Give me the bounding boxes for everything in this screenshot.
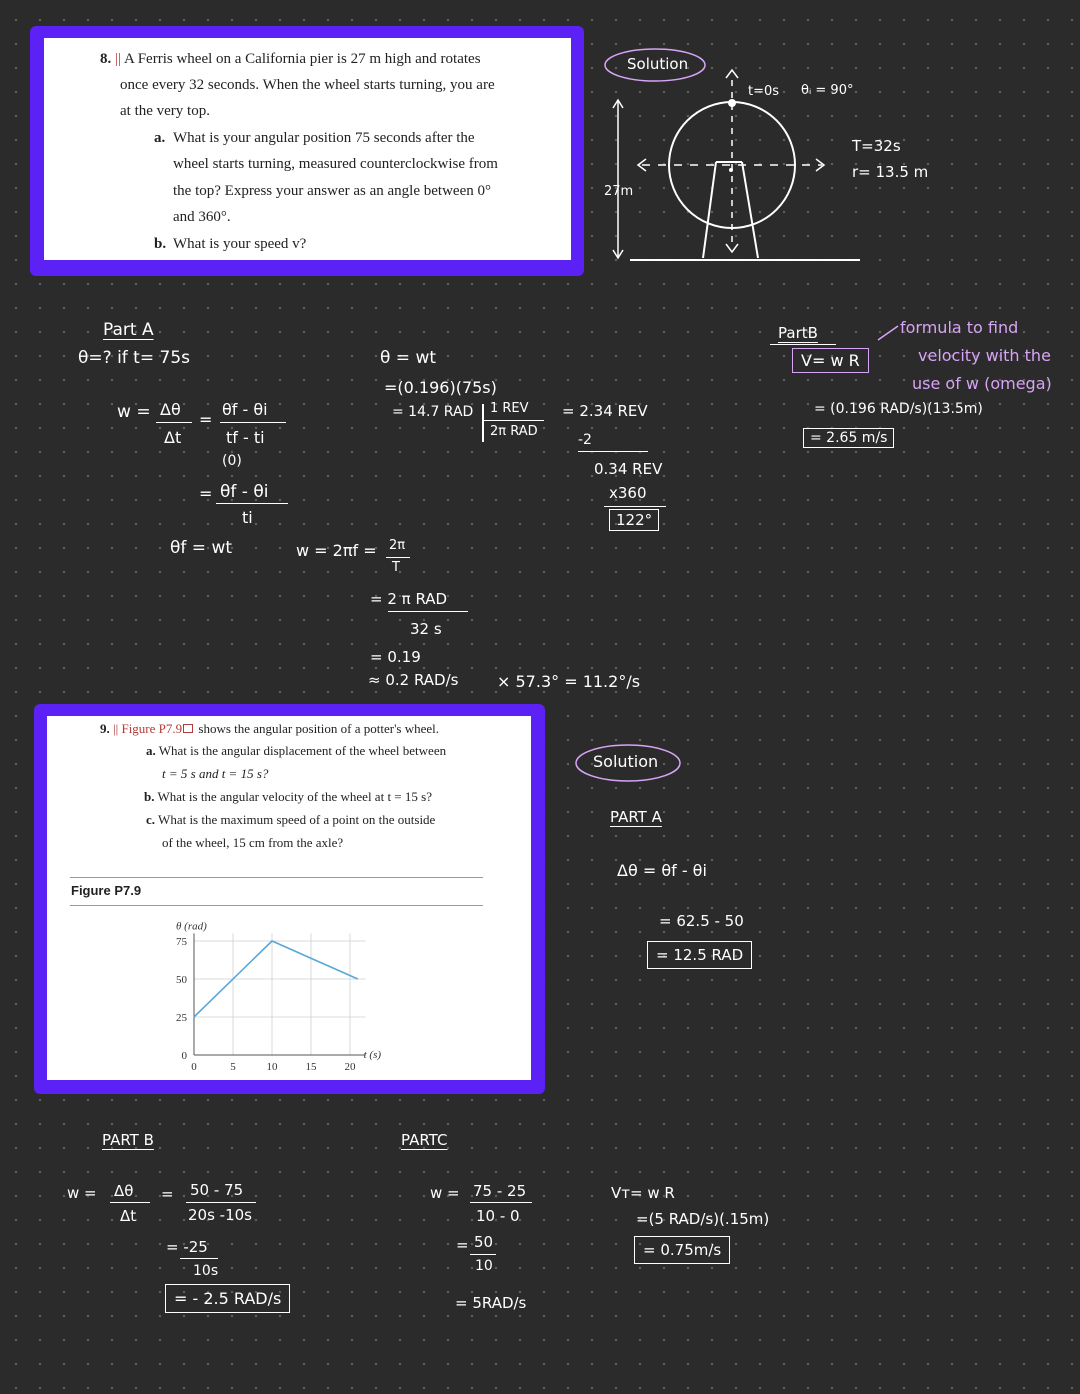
y-tick-label: 75 <box>176 936 187 948</box>
problem8-part-b: What is your speed v? <box>173 236 307 252</box>
substitution-1: =(0.196)(75s) <box>384 378 497 397</box>
problem8-part-a-3: the top? Express your answer as an angle between 0° <box>173 183 491 199</box>
problem9-part-a: a. What is the angular displacement of the wheel between <box>146 743 447 758</box>
figure-label: Figure P7.9 <box>71 883 142 898</box>
part-c-answer-omega: = 5RAD/s <box>455 1294 527 1312</box>
part-a-answer-9: = 12.5 RAD <box>647 941 752 969</box>
problem8-part-a-1: What is your angular position 75 seconds after the <box>173 130 475 146</box>
height-label: 27m <box>604 184 634 199</box>
omega-step-1-den: 32 s <box>410 620 442 638</box>
omega-label-9c: w = <box>430 1184 460 1202</box>
omega-def-den: T <box>392 560 400 575</box>
delta-t-9b: Δt <box>120 1207 137 1225</box>
time-zero-label: t=0s <box>748 84 780 99</box>
equals-sign: = <box>161 1185 174 1203</box>
omega-definition: w = 2πf = <box>296 541 377 560</box>
problem8-part-a-2: wheel starts turning, measured counterclockwise from <box>173 156 498 172</box>
y-tick-label: 50 <box>176 974 187 986</box>
delta-theta: Δθ <box>160 400 181 419</box>
problem9-number: 9. <box>100 721 110 736</box>
part-b-num-1: 50 - 75 <box>190 1181 244 1199</box>
fraction-bar <box>180 1258 218 1259</box>
equals-sign: = <box>199 410 213 429</box>
omega-label-9b: w = <box>67 1184 97 1202</box>
fraction-bar <box>186 1202 256 1203</box>
x-tick-label: 20 <box>344 1061 356 1073</box>
minus-two: -2 <box>578 432 592 448</box>
rev-result-2: 0.34 REV <box>594 460 663 478</box>
problem9-part-c-2: of the wheel, 15 cm from the axle? <box>162 835 344 850</box>
rev-result-1: = 2.34 REV <box>562 402 648 420</box>
part-b-heading-8: PartB <box>778 324 818 342</box>
problem9-part-a-2: t = 5 s and t = 15 s? <box>162 766 269 781</box>
theta-final-eq: θf = wt <box>170 538 233 558</box>
displacement-substitution: = 62.5 - 50 <box>659 912 744 930</box>
theta-diff-num: θf - θi <box>222 400 268 419</box>
figure-link[interactable]: Figure P7.9 <box>121 721 183 736</box>
velocity-substitution: = (0.196 RAD/s)(13.5m) <box>814 401 983 417</box>
formula-note-3: use of w (omega) <box>912 374 1052 393</box>
problem8-stem-1: A Ferris wheel on a California pier is 27 m high and rotates <box>123 51 481 67</box>
problem9-part-b: b. What is the angular velocity of the wheel at t = 15 s? <box>144 789 432 804</box>
problem8-stem-3: at the very top. <box>120 103 210 119</box>
delta-theta-9b: Δθ <box>114 1182 134 1200</box>
theta-diff-num-2: θf - θi <box>220 482 269 502</box>
x-axis-label: t (s) <box>363 1049 382 1061</box>
part-c-den-1: 10 - 0 <box>476 1207 520 1225</box>
solution-label-8: Solution <box>627 55 689 73</box>
part-b-den-2: 10s <box>193 1263 219 1279</box>
omega-step-3: ≈ 0.2 RAD/s <box>368 671 459 689</box>
problem9-part-c: c. What is the maximum speed of a point on the outside <box>146 812 436 827</box>
problem8-part-a-4: and 360°. <box>173 209 231 225</box>
part-b-den-1: 20s -10s <box>188 1206 252 1224</box>
velocity-formula: V= w R <box>792 348 869 373</box>
radius-label: r= 13.5 m <box>852 163 929 181</box>
conversion-num: 1 REV <box>490 401 529 416</box>
degree-conversion: × 57.3° = 11.2°/s <box>497 672 641 691</box>
equals-sign: = <box>456 1236 469 1254</box>
x-tick-label: 10 <box>266 1061 278 1073</box>
fraction-bar <box>110 1202 150 1203</box>
problem8-part-a-label: a. <box>154 130 166 146</box>
part-b-answer-9: = - 2.5 RAD/s <box>165 1284 290 1313</box>
part-b-heading-9: PART B <box>102 1131 154 1149</box>
zero-note: (0) <box>222 453 242 469</box>
times-360: x360 <box>609 484 647 502</box>
fraction-bar <box>470 1254 496 1255</box>
part-a-heading-8: Part A <box>103 320 154 340</box>
substitution-2: = 14.7 RAD <box>392 404 474 420</box>
problem9-stem: 9. || Figure P7.9 shows the angular position of a potter's wheel. <box>100 721 440 736</box>
formula-note-2: velocity with the <box>918 346 1051 365</box>
omega-step-2: = 0.19 <box>370 648 421 666</box>
equals-sign: = <box>199 484 213 503</box>
y-axis-label: θ (rad) <box>176 920 207 933</box>
part-c-num-2: 50 <box>474 1233 494 1251</box>
theta-wt: θ = wt <box>380 348 437 368</box>
x-tick-label: 5 <box>230 1061 236 1073</box>
part-a-question: θ=? if t= 75s <box>78 348 190 368</box>
initial-angle-label: θᵢ = 90° <box>801 83 854 98</box>
conversion-den: 2π RAD <box>490 424 538 439</box>
part-c-answer-9: = 0.75m/s <box>634 1236 730 1264</box>
problem8-difficulty: || <box>115 51 122 67</box>
solution-label-9: Solution <box>593 752 659 771</box>
problem8-stem-2: once every 32 seconds. When the wheel starts turning, you are <box>120 77 495 93</box>
part-b-num-2: = -25 <box>166 1238 208 1256</box>
problem9-difficulty: || <box>113 721 119 736</box>
omega-symbol: w = <box>117 402 151 422</box>
part-b-answer-8: = 2.65 m/s <box>803 428 894 448</box>
omega-step-1: = 2 π RAD <box>370 590 448 608</box>
time-initial: ti <box>242 508 253 527</box>
problem8-number: 8. <box>100 51 112 67</box>
tangential-velocity-sub: =(5 RAD/s)(.15m) <box>636 1210 770 1228</box>
tangential-velocity-formula: Vт= w R <box>611 1184 675 1202</box>
part-c-num-1: 75 - 25 <box>473 1182 527 1200</box>
part-a-answer-8: 122° <box>609 509 659 531</box>
part-c-heading-9: PARTC <box>401 1131 448 1149</box>
problem8-part-b-label: b. <box>154 236 167 252</box>
fraction-bar <box>470 1202 532 1203</box>
omega-def-num: 2π <box>389 538 406 553</box>
time-diff-den: tf - ti <box>226 428 265 447</box>
y-tick-label: 25 <box>176 1012 187 1024</box>
formula-note-1: formula to find <box>900 318 1019 337</box>
x-tick-label: 0 <box>191 1061 197 1073</box>
period-label: T=32s <box>852 137 901 155</box>
y-tick-label: 0 <box>181 1050 187 1062</box>
displacement-formula: Δθ = θf - θi <box>617 861 707 880</box>
x-tick-label: 15 <box>305 1061 317 1073</box>
part-a-heading-9: PART A <box>610 808 662 826</box>
part-c-den-2: 10 <box>475 1258 493 1274</box>
delta-t: Δt <box>164 428 182 447</box>
